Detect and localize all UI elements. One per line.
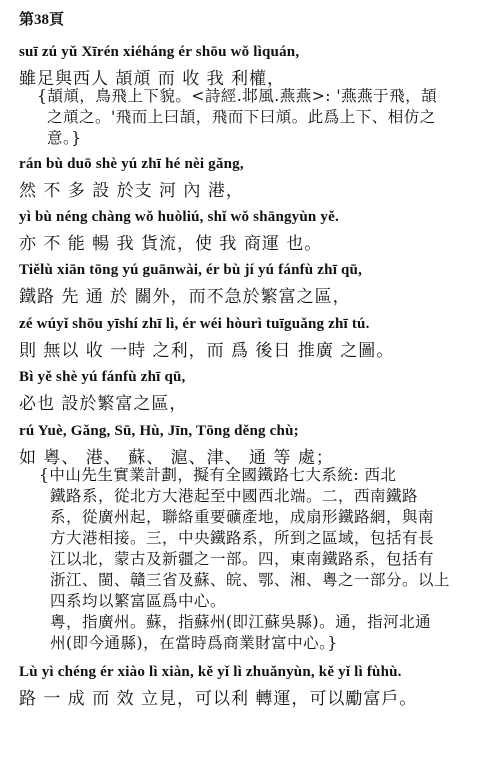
annotation-line: 系，從廣州起，聯絡重要礦產地，成扇形鐵路網，與南 <box>50 508 435 526</box>
annotation-line: 江以北，蒙古及新疆之一部。四，東南鐵路系，包括有 <box>50 550 435 568</box>
pinyin-line: zé wúyǐ shōu yīshí zhī lì, ér wéi hòurì tuīguǎng zhī tú. <box>19 316 370 332</box>
annotation-line: 方大港相接。三，中央鐵路系，所到之區域，包括有長 <box>50 529 435 547</box>
pinyin-line: Tiělù xiān tōng yú guānwài, ér bù jí yú fánfù zhī qū, <box>19 262 363 278</box>
chinese-line: 亦 不 能 暢 我 貨流，使 我 商運 也。 <box>19 234 323 254</box>
pinyin-line: rán bù duō shè yú zhī hé nèi gǎng, <box>19 156 244 172</box>
annotation-line: 意。} <box>47 129 82 147</box>
annotation-line: 鐵路系，從北方大港起至中國西北端。二，西南鐵路 <box>50 487 419 505</box>
chinese-line: 則 無以 收 一時 之利，而 爲 後日 推廣 之圖。 <box>19 341 395 361</box>
chinese-line: 如 粵、 港、 蘇、 滬、津、 通 等 處； <box>19 448 334 468</box>
annotation-line: 浙江、閩、贛三省及蘇、皖、鄂、湘、粵之一部分。以上 <box>50 571 451 589</box>
chinese-line: 然 不 多 設 於支 河 內 港， <box>19 181 244 201</box>
annotation-line: {頡頏，鳥飛上下貌。<詩經.邶風.燕燕>: '燕燕于飛，頡 <box>37 87 438 105</box>
chinese-line: 必也 設於繁富之區， <box>19 394 188 414</box>
page-number: 第38頁 <box>19 12 65 28</box>
annotation-line: 四系均以繁富區爲中心。 <box>50 592 227 610</box>
pinyin-line: Lù yì chéng ér xiào lì xiàn, kě yǐ lì zhuǎnyùn, kě yǐ lì fùhù. <box>19 664 402 680</box>
annotation-line: 粵，指廣州。蘇，指蘇州(即江蘇吳縣)。通，指河北通 <box>50 613 432 631</box>
annotation-line: {中山先生實業計劃，擬有全國鐵路七大系統: 西北 <box>39 466 397 484</box>
annotation-line: 州(即今通縣)，在當時爲商業財富中心。} <box>50 634 338 652</box>
pinyin-line: yì bù néng chàng wǒ huòliú, shǐ wǒ shāngyùn yě. <box>19 209 339 225</box>
chinese-line: 雖足與西人 頡頏 而 收 我 利權， <box>19 69 286 89</box>
pinyin-line: Bì yě shè yú fánfù zhī qū, <box>19 369 186 385</box>
pinyin-line: rú Yuè, Gǎng, Sū, Hù, Jīn, Tōng děng chù; <box>19 423 299 439</box>
annotation-line: 之頏之。'飛而上曰頡，飛而下曰頏。此爲上下、相仿之 <box>47 108 436 126</box>
chinese-line: 路 一 成 而 效 立見，可以利 轉運，可以勵富戶。 <box>19 689 418 709</box>
chinese-line: 鐵路 先 通 於 關外，而不急於繁富之區， <box>19 287 351 307</box>
pinyin-line: suī zú yǔ Xīrén xiéháng ér shōu wǒ lìquán, <box>19 44 300 60</box>
